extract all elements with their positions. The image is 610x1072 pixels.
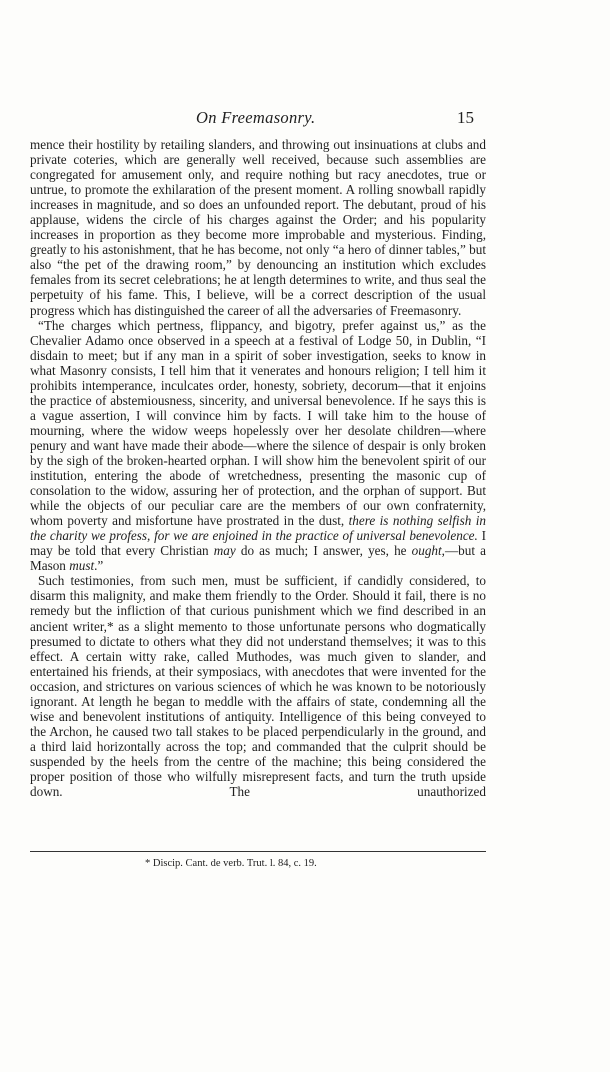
paragraph-2-text: I may be told that every Christian [30,528,486,559]
page-number: 15 [457,108,474,127]
paragraph-2-emphasis: there is nothing selfish in the charity we profess, for we are enjoined in the practice of universal benevolence. [30,513,486,544]
page-header [0,108,610,132]
running-title: On Freemasonry. [196,108,316,127]
paragraph-2-emphasis: ought [411,543,442,559]
paragraph-2 [30,318,486,574]
paragraph-1: mence their hostility by retailing slanders, and throwing out insinuations at clubs and private coteries, which are generally well received, because such assemblies are congregated for amusement only, and require nothing but racy anecdotes, true or untrue, to promote the exhilaration of the present moment. A rolling snowball rapidly increases in magnitude, and so does an unfounded report. The debutant, proud of his applause, widens the circle of his charges against the Order; and his popularity increases in proportion as they become more improbable and mysterious. Finding, greatly to his astonishment, that he has become, not only “a hero of dinner tables,” but also “the pet of the drawing room,” by denouncing an institution which excludes females from its secret celebrations; he at length determines to write, and thus seal the perpetuity of his fame. This, I believe, will be a correct description of the usual progress which has distinguished the career of all the adversaries of Freemasonry. [30,137,486,318]
footnote-divider [30,851,486,852]
paragraph-3: Such testimonies, from such men, must be sufficient, if candidly considered, to disarm this malignity, and make them friendly to the Order. Should it fail, there is no remedy but the infliction of that curious punishment which we find described in an ancient writer,* as a slight memento to those unfortunate persons who dogmatically presumed to dictate to others what they did not understand themselves; it was to this effect. A certain witty rake, called Muthodes, was much given to slander, and entertained his friends, at their symposiacs, with anecdotes that were invented for the occasion, and strictures on various sciences of which he was known to be notoriously ignorant. At length he began to meddle with the affairs of state, condemning all the wise and benevolent institutions of antiquity. Intelligence of this being conveyed to the Archon, he caused two tall stakes to be placed perpendicularly in the ground, and a third laid horizontally across the top; and commanded that the culprit should be suspended by the heels from the centre of the machine; this being considered the proper position of those who wilfully misrepresent facts, and turn the truth upside down. The unauthorized [30,573,486,800]
paragraph-2-emphasis: must [69,558,95,574]
paragraph-2-text: .” [94,558,104,574]
paragraph-2-text: ,—but a Mason [30,543,486,574]
paragraph-2-text: “The charges which pertness, flippancy, and bigotry, prefer against us,” as the Chevalier Adamo once observed in a speech at a festival of Lodge 50, in Dublin, “I disdain to meet; but if any man in a spirit of sober investigation, seeks to know in what Masonry consists, I tell him that it venerates and honours religion; I tell him it prohibits intemperance, inculcates order, honesty, sobriety, decorum—that it enjoins the practice of abstemiousness, sincerity, and universal benevolence. If he says this is a vague assertion, I will convince him by facts. I will take him to the house of mourning, where the widow weeps hopelessly over her desolate children—where penury and want have made their abode—where the silence of despair is only broken by the sigh of the broken-hearted orphan. I will show him the benevolent spirit of our institution, entering the abode of wretchedness, presenting the masonic cup of consolation to the widow, assuring her of protection, and the orphan of support. But while the objects of our peculiar care are the members of our own confraternity, whom poverty and misfortune have prostrated in the dust, [30,317,486,529]
paragraph-2-emphasis: may [213,543,236,559]
body-text [30,137,486,799]
footnote-text: * Discip. Cant. de verb. Trut. l. 84, c. 19. [145,858,317,869]
paragraph-2-text: do as much; I answer, yes, he [235,543,412,559]
